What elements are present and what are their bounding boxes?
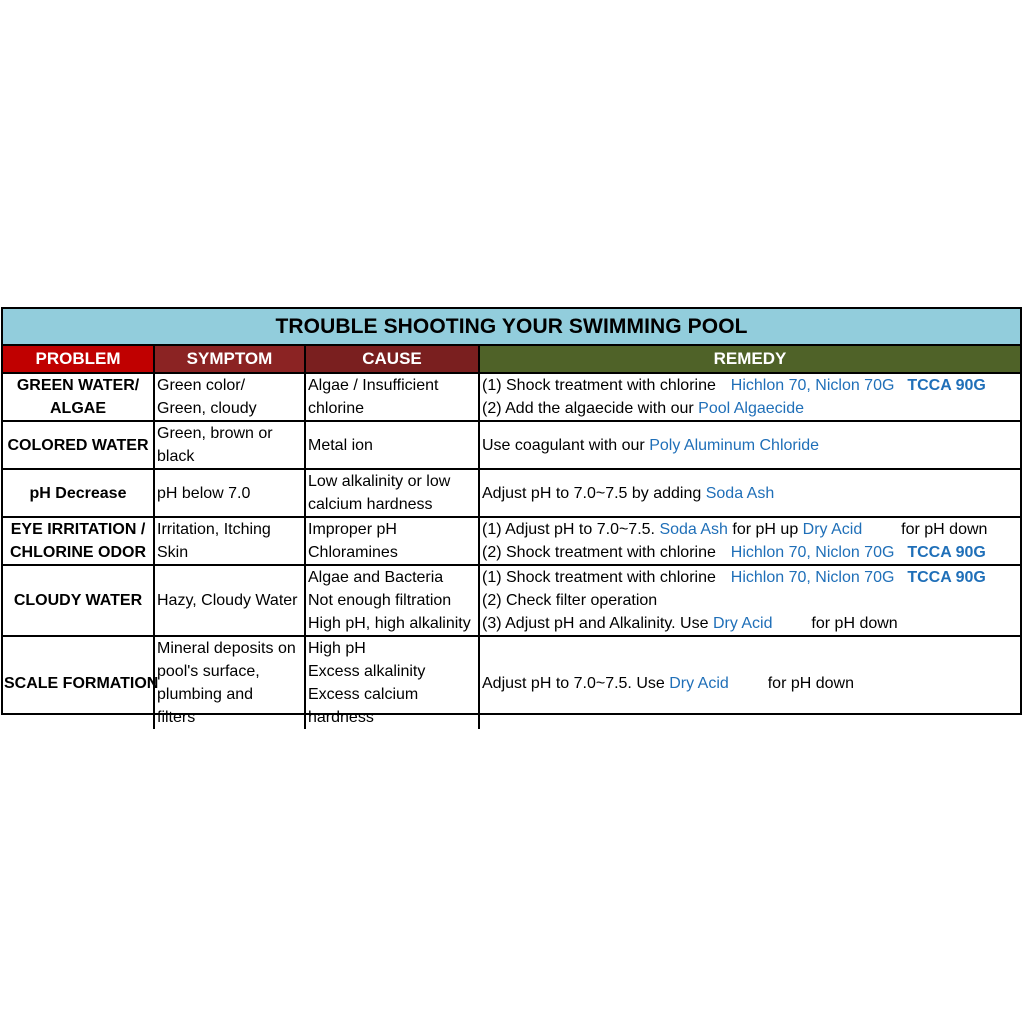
remedy-text: Use coagulant with our [482, 436, 645, 454]
table-row [3, 469, 1020, 517]
problem-text: GREEN WATER/ [16, 377, 140, 394]
symptom-cell [154, 636, 305, 729]
symptom-cell [154, 373, 305, 421]
remedy-line [482, 482, 1018, 505]
table-row [3, 517, 1020, 565]
cause-text: Improper pH [308, 521, 397, 538]
cause-text: Not enough filtration [308, 592, 452, 609]
troubleshooting-table [3, 346, 1020, 729]
remedy-text: Adjust pH to 7.0~7.5 by adding [482, 484, 702, 502]
table-row [3, 565, 1020, 636]
problem-text: ALGAE [50, 400, 106, 417]
cause-cell [305, 517, 479, 565]
remedy-line [482, 672, 1018, 695]
problem-text: CLOUDY WATER [13, 592, 143, 609]
chart-title: TROUBLE SHOOTING YOUR SWIMMING POOL [3, 309, 1020, 346]
remedy-text: (2) Check filter operation [482, 592, 658, 609]
cause-cell [305, 469, 479, 517]
symptom-text: Skin [157, 544, 189, 561]
remedy-cell [479, 421, 1020, 469]
cause-text: Excess alkalinity [308, 663, 426, 680]
remedy-text: (3) Adjust pH and Alkalinity. Use [482, 615, 709, 632]
remedy-text: Adjust pH to 7.0~7.5. Use [482, 674, 665, 692]
cause-text: Algae and Bacteria [308, 569, 444, 586]
problem-cell [3, 636, 159, 729]
problem-text: EYE IRRITATION / [10, 521, 146, 538]
cause-text: hardness [308, 709, 374, 726]
cause-text: Algae / Insufficient [308, 377, 439, 394]
symptom-text: Mineral deposits on [157, 640, 296, 657]
table-row [3, 636, 1020, 729]
cause-text: Low alkalinity or low [308, 473, 451, 490]
remedy-cell [479, 636, 1020, 729]
remedy-line [482, 434, 1018, 457]
remedy-line [482, 518, 1018, 541]
problem-text: CHLORINE ODOR [10, 544, 146, 561]
product-link[interactable]: Poly Aluminum Chloride [649, 436, 820, 454]
cause-text: Excess calcium [308, 686, 419, 703]
symptom-text: Irritation, Itching [157, 521, 271, 538]
product-link[interactable]: Dry Acid [669, 674, 729, 692]
header-problem: PROBLEM [3, 346, 154, 373]
remedy-text: for pH down [767, 674, 854, 692]
symptom-text: black [157, 448, 195, 465]
product-link[interactable]: Dry Acid [802, 521, 863, 538]
product-link[interactable]: TCCA 90G [907, 544, 986, 561]
symptom-text: filters [157, 709, 196, 726]
remedy-text: for pH down [811, 615, 898, 632]
symptom-cell [154, 517, 305, 565]
symptom-text: Green, cloudy [157, 400, 257, 417]
product-link[interactable]: Hichlon 70, Niclon 70G [730, 377, 895, 394]
symptom-text: Green color/ [157, 377, 246, 394]
table-row [3, 421, 1020, 469]
remedy-text: (1) Shock treatment with chlorine [482, 377, 716, 394]
remedy-cell [479, 565, 1020, 636]
symptom-text: pool's surface, [157, 663, 260, 680]
remedy-text: (1) Adjust pH to 7.0~7.5. [482, 521, 655, 538]
remedy-line [482, 541, 1018, 564]
header-symptom: SYMPTOM [154, 346, 305, 373]
remedy-text: (2) Shock treatment with chlorine [482, 544, 716, 561]
cause-text: High pH, high alkalinity [308, 615, 471, 632]
cause-text: chlorine [308, 400, 365, 417]
product-link[interactable]: Hichlon 70, Niclon 70G [730, 544, 895, 561]
remedy-text: (2) Add the algaecide with our [482, 400, 694, 417]
table-row [3, 373, 1020, 421]
remedy-line [482, 374, 1018, 397]
product-link[interactable]: TCCA 90G [907, 377, 986, 394]
cause-cell [305, 421, 479, 469]
product-link[interactable]: Pool Algaecide [698, 400, 804, 417]
symptom-cell [154, 565, 305, 636]
cause-text: High pH [308, 640, 366, 657]
problem-cell [3, 565, 154, 636]
symptom-text: plumbing and [157, 686, 254, 703]
remedy-cell [479, 469, 1020, 517]
cause-text: Chloramines [308, 544, 398, 561]
problem-cell [3, 373, 154, 421]
product-link[interactable]: Dry Acid [712, 615, 773, 632]
remedy-line [482, 397, 1018, 420]
header-remedy: REMEDY [479, 346, 1020, 373]
problem-cell [3, 517, 154, 565]
symptom-cell [154, 469, 305, 517]
symptom-cell [154, 421, 305, 469]
product-link[interactable]: Soda Ash [659, 521, 728, 538]
symptom-text: Hazy, Cloudy Water [157, 592, 298, 609]
remedy-line [482, 566, 1018, 589]
cause-cell [305, 373, 479, 421]
remedy-line [482, 589, 1018, 612]
header-cause: CAUSE [305, 346, 479, 373]
remedy-text: for pH up [732, 521, 799, 538]
problem-cell [3, 421, 154, 469]
product-link[interactable]: TCCA 90G [907, 569, 986, 586]
cause-cell [305, 636, 479, 729]
problem-text: pH Decrease [29, 484, 127, 502]
remedy-cell [479, 373, 1020, 421]
header-row [3, 346, 1020, 373]
problem-cell [3, 469, 154, 517]
problem-text: COLORED WATER [7, 436, 149, 454]
product-link[interactable]: Hichlon 70, Niclon 70G [730, 569, 895, 586]
remedy-text: for pH down [901, 521, 988, 538]
remedy-line [482, 612, 1018, 635]
product-link[interactable]: Soda Ash [705, 484, 775, 502]
problem-text: SCALE FORMATION [4, 674, 159, 692]
symptom-text: pH below 7.0 [157, 484, 251, 502]
remedy-text: (1) Shock treatment with chlorine [482, 569, 716, 586]
cause-text: Metal ion [308, 436, 373, 454]
troubleshooting-chart [1, 307, 1022, 726]
cause-text: calcium hardness [308, 496, 433, 513]
cause-cell [305, 565, 479, 636]
remedy-cell [479, 517, 1020, 565]
symptom-text: Green, brown or [157, 425, 273, 442]
